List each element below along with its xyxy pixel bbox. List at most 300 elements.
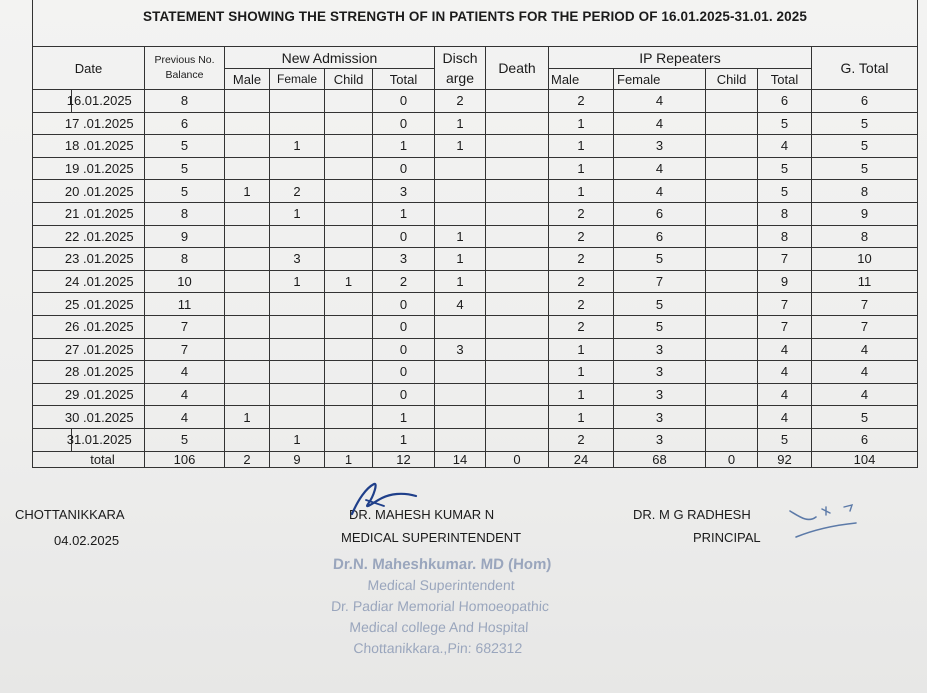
totals-ip-total: 92 bbox=[758, 451, 812, 467]
cell-ip-male: 1 bbox=[549, 406, 614, 429]
cell-ip-male: 2 bbox=[549, 248, 614, 271]
principal-title: PRINCIPAL bbox=[693, 530, 761, 545]
cell-date-rest: .01.2025 bbox=[79, 296, 134, 312]
cell-date-rest: .01.2025 bbox=[79, 387, 134, 403]
cell-g-total: 5 bbox=[812, 406, 918, 429]
cell-na-total: 0 bbox=[373, 90, 435, 113]
cell-na-male bbox=[225, 428, 270, 451]
cell-ip-female: 7 bbox=[614, 270, 706, 293]
cell-ip-female: 5 bbox=[614, 293, 706, 316]
cell-death bbox=[486, 361, 549, 384]
cell-prev: 6 bbox=[145, 112, 225, 135]
footer-place: CHOTTANIKKARA bbox=[15, 507, 125, 522]
cell-ip-total: 4 bbox=[758, 338, 812, 361]
cell-date-day: 21 bbox=[64, 206, 80, 222]
cell-na-total: 0 bbox=[373, 361, 435, 384]
cell-na-child bbox=[325, 112, 373, 135]
cell-na-female bbox=[270, 112, 325, 135]
cell-date-rest: .01.2025 bbox=[79, 206, 134, 222]
cell-ip-child bbox=[706, 270, 758, 293]
cell-date-rest: .01.2025 bbox=[79, 183, 134, 199]
header-na-female: Female bbox=[270, 69, 325, 90]
cell-na-female bbox=[270, 157, 325, 180]
cell-na-male bbox=[225, 361, 270, 384]
footer-date: 04.02.2025 bbox=[54, 533, 120, 548]
cell-date bbox=[33, 202, 145, 225]
table-row bbox=[33, 428, 918, 451]
table-row bbox=[33, 293, 918, 316]
table-row bbox=[33, 338, 918, 361]
cell-death bbox=[486, 428, 549, 451]
cell-ip-total: 8 bbox=[758, 225, 812, 248]
cell-na-female: 1 bbox=[270, 135, 325, 158]
stamp-line-2: Medical Superintendent bbox=[367, 577, 516, 593]
cell-date bbox=[33, 338, 145, 361]
cell-na-total: 0 bbox=[373, 293, 435, 316]
cell-date-day: 16 bbox=[66, 93, 82, 109]
cell-g-total: 8 bbox=[812, 225, 918, 248]
cell-discharge: 4 bbox=[435, 293, 486, 316]
cell-na-female: 1 bbox=[270, 270, 325, 293]
header-discharge bbox=[435, 47, 486, 90]
header-na-total: Total bbox=[373, 69, 435, 90]
cell-na-male bbox=[225, 90, 270, 113]
cell-ip-child bbox=[706, 315, 758, 338]
cell-date-day: 23 bbox=[64, 251, 80, 267]
cell-date-day: 31 bbox=[66, 432, 82, 448]
cell-na-child bbox=[325, 135, 373, 158]
totals-prev: 106 bbox=[145, 451, 225, 467]
cell-date-rest: .01.2025 bbox=[79, 251, 134, 267]
cell-ip-male: 2 bbox=[549, 270, 614, 293]
cell-date-day: 28 bbox=[64, 364, 80, 380]
cell-g-total: 6 bbox=[812, 428, 918, 451]
cell-discharge bbox=[435, 406, 486, 429]
cell-ip-female: 4 bbox=[614, 157, 706, 180]
cell-na-total: 0 bbox=[373, 383, 435, 406]
cell-date-day: 26 bbox=[64, 319, 80, 335]
cell-date-day: 30 bbox=[64, 409, 80, 425]
cell-na-child bbox=[325, 225, 373, 248]
cell-na-male: 1 bbox=[225, 406, 270, 429]
table-row bbox=[33, 112, 918, 135]
totals-ip-male: 24 bbox=[549, 451, 614, 467]
cell-death bbox=[486, 202, 549, 225]
cell-ip-total: 5 bbox=[758, 180, 812, 203]
principal-name: DR. M G RADHESH bbox=[633, 507, 751, 522]
inpatient-strength-table bbox=[32, 46, 918, 468]
cell-ip-female: 5 bbox=[614, 315, 706, 338]
totals-na-child: 1 bbox=[325, 451, 373, 467]
table-row bbox=[33, 270, 918, 293]
cell-date-day: 27 bbox=[64, 341, 80, 357]
header-ip-female: Female bbox=[614, 69, 706, 90]
cell-ip-female: 6 bbox=[614, 225, 706, 248]
cell-ip-total: 9 bbox=[758, 270, 812, 293]
cell-ip-female: 3 bbox=[614, 338, 706, 361]
header-ip-repeaters: IP Repeaters bbox=[549, 47, 812, 69]
cell-death bbox=[486, 270, 549, 293]
cell-ip-total: 6 bbox=[758, 90, 812, 113]
cell-discharge: 3 bbox=[435, 338, 486, 361]
cell-date-rest: .01.2025 bbox=[79, 319, 134, 335]
cell-na-child bbox=[325, 248, 373, 271]
frame-right-border bbox=[917, 0, 918, 46]
cell-date bbox=[33, 383, 145, 406]
cell-g-total: 6 bbox=[812, 90, 918, 113]
table-row bbox=[33, 157, 918, 180]
totals-ip-female: 68 bbox=[614, 451, 706, 467]
cell-na-female bbox=[270, 225, 325, 248]
superintendent-signature bbox=[344, 478, 424, 522]
cell-prev: 10 bbox=[145, 270, 225, 293]
table-row bbox=[33, 135, 918, 158]
cell-date bbox=[33, 293, 145, 316]
header-discharge-line2: arge bbox=[445, 70, 475, 86]
header-na-male: Male bbox=[225, 69, 270, 90]
cell-g-total: 4 bbox=[812, 338, 918, 361]
cell-date bbox=[33, 90, 145, 113]
superintendent-title: MEDICAL SUPERINTENDENT bbox=[341, 530, 522, 545]
cell-na-female bbox=[270, 361, 325, 384]
cell-death bbox=[486, 315, 549, 338]
cell-na-child bbox=[325, 293, 373, 316]
cell-g-total: 4 bbox=[812, 361, 918, 384]
cell-prev: 7 bbox=[145, 338, 225, 361]
cell-death bbox=[486, 135, 549, 158]
cell-na-total: 3 bbox=[373, 180, 435, 203]
cell-ip-child bbox=[706, 248, 758, 271]
cell-discharge bbox=[435, 157, 486, 180]
cell-ip-child bbox=[706, 202, 758, 225]
cell-ip-child bbox=[706, 90, 758, 113]
header-previous-line1: Previous No. bbox=[154, 54, 215, 66]
cell-ip-female: 5 bbox=[614, 248, 706, 271]
cell-g-total: 9 bbox=[812, 202, 918, 225]
table-row bbox=[33, 225, 918, 248]
cell-na-female: 3 bbox=[270, 248, 325, 271]
cell-date-day: 22 bbox=[64, 228, 80, 244]
totals-na-total: 12 bbox=[373, 451, 435, 467]
cell-na-total: 1 bbox=[373, 406, 435, 429]
cell-g-total: 11 bbox=[812, 270, 918, 293]
cell-prev: 5 bbox=[145, 180, 225, 203]
cell-ip-child bbox=[706, 157, 758, 180]
table-row bbox=[33, 361, 918, 384]
cell-ip-male: 1 bbox=[549, 338, 614, 361]
cell-prev: 8 bbox=[145, 202, 225, 225]
cell-na-total: 1 bbox=[373, 428, 435, 451]
cell-na-child bbox=[325, 202, 373, 225]
cell-na-female bbox=[270, 293, 325, 316]
cell-na-total: 0 bbox=[373, 225, 435, 248]
cell-ip-child bbox=[706, 135, 758, 158]
cell-ip-male: 1 bbox=[549, 361, 614, 384]
cell-date bbox=[33, 135, 145, 158]
cell-prev: 8 bbox=[145, 90, 225, 113]
cell-ip-male: 2 bbox=[549, 428, 614, 451]
cell-na-child bbox=[325, 338, 373, 361]
cell-na-total: 3 bbox=[373, 248, 435, 271]
cell-na-child bbox=[325, 90, 373, 113]
cell-na-total: 0 bbox=[373, 157, 435, 180]
cell-ip-female: 3 bbox=[614, 406, 706, 429]
cell-g-total: 8 bbox=[812, 180, 918, 203]
cell-date bbox=[33, 315, 145, 338]
cell-na-total: 0 bbox=[373, 338, 435, 361]
stamp-line-3: Dr. Padiar Memorial Homoeopathic bbox=[330, 598, 550, 614]
cell-date bbox=[33, 157, 145, 180]
cell-na-total: 2 bbox=[373, 270, 435, 293]
cell-date-day: 24 bbox=[64, 274, 80, 290]
cell-prev: 5 bbox=[145, 157, 225, 180]
cell-ip-male: 2 bbox=[549, 293, 614, 316]
cell-g-total: 7 bbox=[812, 315, 918, 338]
cell-ip-total: 5 bbox=[758, 112, 812, 135]
cell-ip-female: 3 bbox=[614, 428, 706, 451]
cell-na-male bbox=[225, 135, 270, 158]
document-title: STATEMENT SHOWING THE STRENGTH OF IN PATIENTS FOR THE PERIOD OF 16.01.2025-31.01. 2025 bbox=[143, 9, 807, 24]
cell-ip-total: 4 bbox=[758, 135, 812, 158]
cell-na-female bbox=[270, 338, 325, 361]
cell-date-day: 19 bbox=[64, 161, 80, 177]
table-row bbox=[33, 383, 918, 406]
stamp-line-5: Chottanikkara.,Pin: 682312 bbox=[352, 640, 523, 656]
cell-prev: 9 bbox=[145, 225, 225, 248]
cell-date-rest: .01.2025 bbox=[79, 161, 134, 177]
cell-ip-female: 3 bbox=[614, 361, 706, 384]
cell-na-child bbox=[325, 315, 373, 338]
cell-ip-total: 4 bbox=[758, 406, 812, 429]
cell-ip-female: 6 bbox=[614, 202, 706, 225]
cell-discharge: 1 bbox=[435, 135, 486, 158]
cell-ip-female: 4 bbox=[614, 112, 706, 135]
cell-death bbox=[486, 383, 549, 406]
cell-death bbox=[486, 225, 549, 248]
cell-g-total: 10 bbox=[812, 248, 918, 271]
cell-na-male bbox=[225, 383, 270, 406]
table-row bbox=[33, 406, 918, 429]
cell-ip-total: 7 bbox=[758, 315, 812, 338]
totals-label: total bbox=[33, 451, 145, 467]
cell-ip-male: 1 bbox=[549, 157, 614, 180]
totals-g-total: 104 bbox=[812, 451, 918, 467]
cell-na-total: 0 bbox=[373, 112, 435, 135]
cell-date-day: 18 bbox=[64, 138, 80, 154]
header-na-child: Child bbox=[325, 69, 373, 90]
cell-date-rest: .01.2025 bbox=[79, 364, 134, 380]
cell-prev: 11 bbox=[145, 293, 225, 316]
header-death: Death bbox=[486, 47, 549, 90]
cell-na-male bbox=[225, 225, 270, 248]
cell-prev: 5 bbox=[145, 428, 225, 451]
cell-date-rest: .01.2025 bbox=[81, 93, 132, 109]
table-row bbox=[33, 202, 918, 225]
cell-discharge bbox=[435, 180, 486, 203]
cell-na-male bbox=[225, 157, 270, 180]
cell-ip-female: 4 bbox=[614, 90, 706, 113]
cell-na-female bbox=[270, 90, 325, 113]
cell-ip-female: 3 bbox=[614, 135, 706, 158]
cell-date bbox=[33, 112, 145, 135]
cell-date bbox=[33, 225, 145, 248]
cell-na-total: 0 bbox=[373, 315, 435, 338]
cell-ip-total: 5 bbox=[758, 157, 812, 180]
cell-prev: 5 bbox=[145, 135, 225, 158]
cell-death bbox=[486, 180, 549, 203]
cell-ip-male: 1 bbox=[549, 383, 614, 406]
cell-date-day: 17 bbox=[64, 115, 80, 131]
cell-date bbox=[33, 270, 145, 293]
cell-ip-child bbox=[706, 338, 758, 361]
totals-death: 0 bbox=[486, 451, 549, 467]
cell-ip-child bbox=[706, 361, 758, 384]
cell-date bbox=[33, 406, 145, 429]
cell-prev: 8 bbox=[145, 248, 225, 271]
cell-na-child bbox=[325, 406, 373, 429]
cell-g-total: 7 bbox=[812, 293, 918, 316]
table-row bbox=[33, 180, 918, 203]
cell-ip-male: 1 bbox=[549, 135, 614, 158]
cell-death bbox=[486, 338, 549, 361]
table-row bbox=[33, 90, 918, 113]
cell-ip-total: 7 bbox=[758, 248, 812, 271]
cell-na-female bbox=[270, 315, 325, 338]
cell-g-total: 5 bbox=[812, 135, 918, 158]
cell-ip-male: 2 bbox=[549, 90, 614, 113]
cell-na-child: 1 bbox=[325, 270, 373, 293]
cell-ip-total: 7 bbox=[758, 293, 812, 316]
cell-date-rest: .01.2025 bbox=[79, 274, 134, 290]
cell-discharge bbox=[435, 428, 486, 451]
cell-na-male: 1 bbox=[225, 180, 270, 203]
header-previous-line2: Balance bbox=[165, 69, 204, 81]
cell-date bbox=[33, 180, 145, 203]
cell-na-male bbox=[225, 270, 270, 293]
totals-row bbox=[33, 451, 918, 467]
cell-discharge: 2 bbox=[435, 90, 486, 113]
principal-signature bbox=[786, 497, 866, 547]
cell-death bbox=[486, 157, 549, 180]
cell-ip-total: 5 bbox=[758, 428, 812, 451]
cell-ip-male: 1 bbox=[549, 180, 614, 203]
cell-date bbox=[33, 428, 145, 451]
header-new-admission: New Admission bbox=[225, 47, 435, 69]
header-ip-total: Total bbox=[758, 69, 812, 90]
cell-na-child bbox=[325, 157, 373, 180]
cell-prev: 7 bbox=[145, 315, 225, 338]
cell-na-female: 1 bbox=[270, 428, 325, 451]
cell-death bbox=[486, 248, 549, 271]
cell-date-rest: .01.2025 bbox=[79, 228, 134, 244]
cell-date-rest: .01.2025 bbox=[79, 115, 134, 131]
header-previous-balance bbox=[145, 47, 225, 90]
cell-date-day: 20 bbox=[64, 183, 80, 199]
cell-na-female: 2 bbox=[270, 180, 325, 203]
cell-discharge: 1 bbox=[435, 270, 486, 293]
cell-ip-male: 1 bbox=[549, 112, 614, 135]
totals-ip-child: 0 bbox=[706, 451, 758, 467]
cell-ip-total: 8 bbox=[758, 202, 812, 225]
cell-ip-total: 4 bbox=[758, 361, 812, 384]
cell-date-day: 25 bbox=[64, 296, 80, 312]
table-row bbox=[33, 248, 918, 271]
cell-death bbox=[486, 90, 549, 113]
cell-date bbox=[33, 361, 145, 384]
cell-na-male bbox=[225, 248, 270, 271]
cell-date-day: 29 bbox=[64, 387, 80, 403]
cell-prev: 4 bbox=[145, 383, 225, 406]
cell-discharge bbox=[435, 202, 486, 225]
cell-date-rest: .01.2025 bbox=[79, 409, 134, 425]
cell-ip-child bbox=[706, 293, 758, 316]
cell-g-total: 4 bbox=[812, 383, 918, 406]
cell-discharge: 1 bbox=[435, 112, 486, 135]
cell-ip-child bbox=[706, 406, 758, 429]
totals-discharge: 14 bbox=[435, 451, 486, 467]
cell-na-child bbox=[325, 428, 373, 451]
cell-prev: 4 bbox=[145, 361, 225, 384]
cell-discharge: 1 bbox=[435, 225, 486, 248]
stamp-line-4: Medical college And Hospital bbox=[349, 619, 529, 635]
cell-prev: 4 bbox=[145, 406, 225, 429]
header-date: Date bbox=[33, 47, 145, 90]
superintendent-name: DR. MAHESH KUMAR N bbox=[349, 507, 495, 522]
cell-na-male bbox=[225, 293, 270, 316]
cell-na-female: 1 bbox=[270, 202, 325, 225]
cell-na-male bbox=[225, 338, 270, 361]
table-body bbox=[33, 90, 918, 452]
cell-date-rest: .01.2025 bbox=[79, 138, 134, 154]
superintendent-stamp bbox=[297, 554, 583, 659]
cell-death bbox=[486, 293, 549, 316]
cell-ip-male: 2 bbox=[549, 315, 614, 338]
cell-discharge bbox=[435, 383, 486, 406]
cell-date-rest: .01.2025 bbox=[81, 432, 132, 448]
cell-discharge: 1 bbox=[435, 248, 486, 271]
cell-ip-child bbox=[706, 180, 758, 203]
cell-na-child bbox=[325, 383, 373, 406]
cell-na-female bbox=[270, 383, 325, 406]
cell-ip-child bbox=[706, 112, 758, 135]
table-row bbox=[33, 315, 918, 338]
cell-na-female bbox=[270, 406, 325, 429]
header-ip-child: Child bbox=[706, 69, 758, 90]
cell-na-male bbox=[225, 112, 270, 135]
header-discharge-line1: Disch bbox=[442, 50, 478, 66]
cell-g-total: 5 bbox=[812, 112, 918, 135]
cell-discharge bbox=[435, 361, 486, 384]
cell-g-total: 5 bbox=[812, 157, 918, 180]
cell-na-child bbox=[325, 180, 373, 203]
cell-ip-child bbox=[706, 383, 758, 406]
cell-ip-male: 2 bbox=[549, 202, 614, 225]
cell-ip-child bbox=[706, 428, 758, 451]
header-ip-male: Male bbox=[549, 69, 614, 90]
cell-na-male bbox=[225, 202, 270, 225]
cell-discharge bbox=[435, 315, 486, 338]
header-g-total: G. Total bbox=[812, 47, 918, 90]
totals-na-male: 2 bbox=[225, 451, 270, 467]
cell-death bbox=[486, 112, 549, 135]
cell-ip-total: 4 bbox=[758, 383, 812, 406]
cell-ip-child bbox=[706, 225, 758, 248]
stamp-line-1: Dr.N. Maheshkumar. MD (Hom) bbox=[332, 556, 552, 573]
cell-ip-female: 4 bbox=[614, 180, 706, 203]
cell-ip-male: 2 bbox=[549, 225, 614, 248]
cell-date-rest: .01.2025 bbox=[79, 341, 134, 357]
cell-death bbox=[486, 406, 549, 429]
